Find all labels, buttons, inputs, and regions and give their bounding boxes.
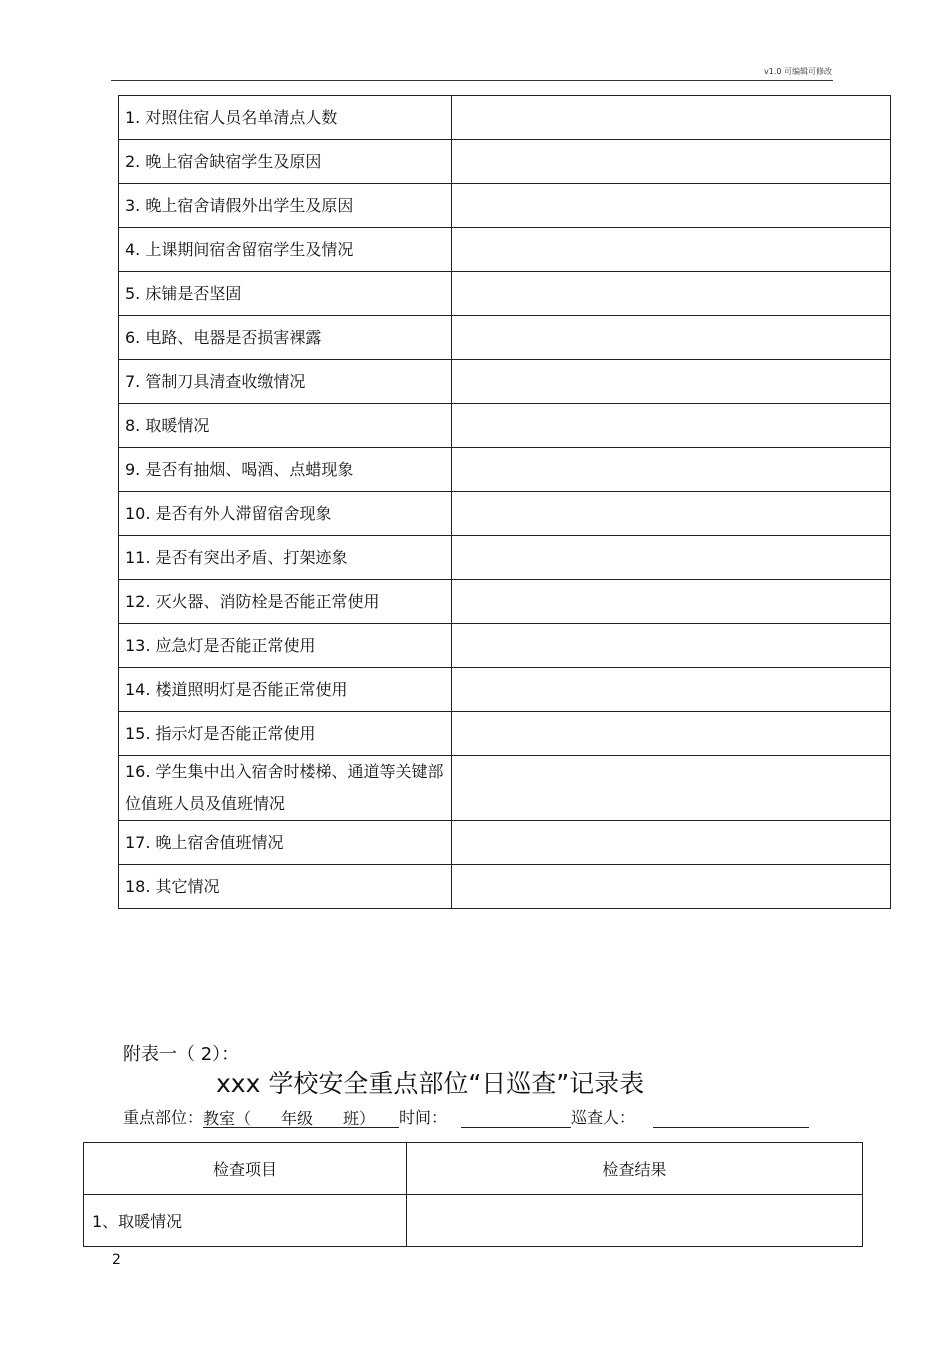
result-cell[interactable] — [452, 140, 891, 184]
result-cell[interactable] — [452, 404, 891, 448]
table-row — [119, 316, 891, 360]
table-row — [119, 492, 891, 536]
column-header-result: 检查结果 — [407, 1143, 863, 1195]
inspection-item: 9. 是否有抽烟、喝酒、点蜡现象 — [119, 448, 452, 492]
table-row — [119, 668, 891, 712]
inspection-item: 16. 学生集中出入宿舍时楼梯、通道等关键部位值班人员及值班情况 — [119, 756, 452, 821]
inspection-item: 2. 晚上宿舍缺宿学生及原因 — [119, 140, 452, 184]
inspection-item: 1、取暖情况 — [84, 1195, 407, 1247]
table-row — [119, 140, 891, 184]
result-cell[interactable] — [452, 865, 891, 909]
version-note: v1.0 可编辑可修改 — [764, 67, 832, 76]
inspector-label: 巡查人： — [571, 1108, 636, 1127]
inspection-item: 1. 对照住宿人员名单清点人数 — [119, 96, 452, 140]
result-cell[interactable] — [452, 448, 891, 492]
inspection-item: 17. 晚上宿舍值班情况 — [119, 821, 452, 865]
table-row — [119, 712, 891, 756]
result-cell[interactable] — [452, 624, 891, 668]
table-row — [119, 228, 891, 272]
table-row — [119, 865, 891, 909]
form-meta-row — [123, 1105, 809, 1128]
inspection-item: 8. 取暖情况 — [119, 404, 452, 448]
table-row — [119, 184, 891, 228]
table-row — [119, 624, 891, 668]
location-room-text: 教室（ — [203, 1109, 252, 1128]
result-cell[interactable] — [452, 360, 891, 404]
result-cell[interactable] — [452, 712, 891, 756]
time-label: 时间： — [399, 1108, 448, 1127]
table-row — [119, 272, 891, 316]
result-cell[interactable] — [452, 756, 891, 821]
table-header-row — [84, 1143, 863, 1195]
result-cell[interactable] — [452, 668, 891, 712]
time-field[interactable] — [461, 1106, 571, 1128]
inspection-item: 4. 上课期间宿舍留宿学生及情况 — [119, 228, 452, 272]
result-cell[interactable] — [452, 272, 891, 316]
table-row — [119, 404, 891, 448]
result-cell[interactable] — [452, 580, 891, 624]
result-cell[interactable] — [452, 184, 891, 228]
form-title: xxx 学校安全重点部位“日巡查”记录表 — [216, 1069, 645, 1098]
table-row — [119, 448, 891, 492]
result-cell[interactable] — [452, 228, 891, 272]
result-cell[interactable] — [452, 536, 891, 580]
table-row — [119, 756, 891, 821]
inspection-item: 13. 应急灯是否能正常使用 — [119, 624, 452, 668]
table-row — [119, 536, 891, 580]
inspection-item: 3. 晚上宿舍请假外出学生及原因 — [119, 184, 452, 228]
result-cell[interactable] — [452, 316, 891, 360]
result-cell[interactable] — [452, 96, 891, 140]
inspection-item: 7. 管制刀具清查收缴情况 — [119, 360, 452, 404]
result-cell[interactable] — [452, 821, 891, 865]
inspection-item: 11. 是否有突出矛盾、打架迹象 — [119, 536, 452, 580]
header-rule — [111, 80, 833, 81]
inspection-item: 10. 是否有外人滞留宿舍现象 — [119, 492, 452, 536]
result-cell[interactable] — [407, 1195, 863, 1247]
inspector-field[interactable] — [653, 1106, 809, 1128]
inspection-item: 18. 其它情况 — [119, 865, 452, 909]
inspection-item: 14. 楼道照明灯是否能正常使用 — [119, 668, 452, 712]
location-grade-text: 年级 — [281, 1109, 314, 1128]
page-number: 2 — [112, 1252, 121, 1268]
inspection-item: 5. 床铺是否坚固 — [119, 272, 452, 316]
table-row — [119, 821, 891, 865]
table-row — [119, 96, 891, 140]
dorm-inspection-table — [118, 95, 891, 909]
inspection-item: 12. 灭火器、消防栓是否能正常使用 — [119, 580, 452, 624]
key-area-inspection-table — [83, 1142, 863, 1247]
inspection-item: 15. 指示灯是否能正常使用 — [119, 712, 452, 756]
location-field[interactable] — [203, 1106, 399, 1128]
result-cell[interactable] — [452, 492, 891, 536]
location-class-text: 班） — [343, 1109, 376, 1128]
table-row — [119, 360, 891, 404]
table-row — [119, 580, 891, 624]
column-header-item: 检查项目 — [84, 1143, 407, 1195]
location-label: 重点部位： — [123, 1108, 204, 1127]
inspection-item: 6. 电路、电器是否损害裸露 — [119, 316, 452, 360]
table-row — [84, 1195, 863, 1247]
appendix-label: 附表一（ 2）： — [123, 1044, 240, 1065]
